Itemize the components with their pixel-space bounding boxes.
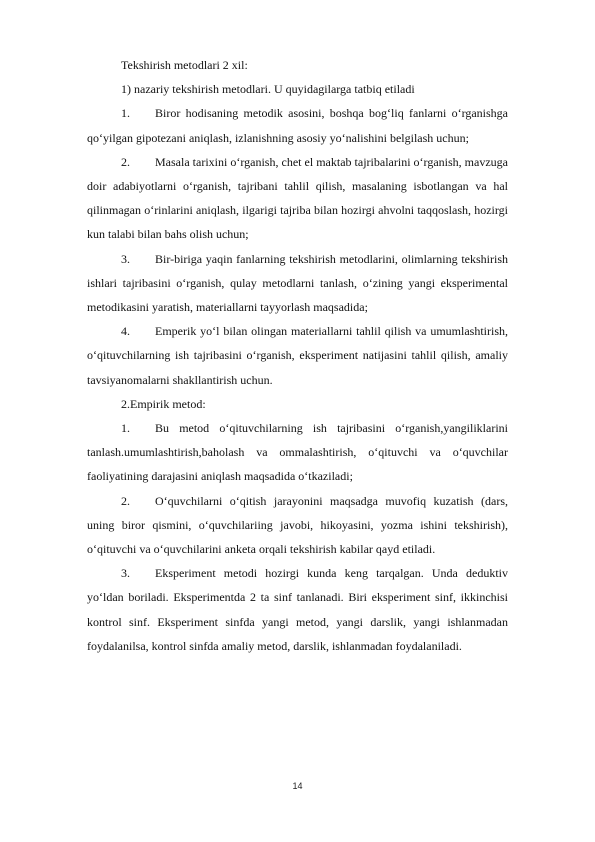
item-number: 3. [121,566,130,581]
section1-subheading: 1) nazariy tekshirish metodlari. U quyidagilarga tatbiq etiladi [121,82,415,97]
section2-item-1 [87,416,508,489]
item-number: 1. [121,106,130,121]
item-text: Eksperiment metodi hozirgi kunda keng tarqalgan. Unda deduktiv yo‘ldan boriladi. Eksperimentda 2 ta sinf tanlanadi. Biri eksperiment sinf, ikkinchisi kontrol sinf. Eksperiment sinfda yangi metod, yangi darslik, yangi ishlanmadan foydalanilsa, kontrol sinfda amaliy metod, darslik, ishlanmadan foydalaniladi. [87,566,508,653]
item-text: Bir-biriga yaqin fanlarning tekshirish metodlarini, olimlarning tekshirish ishlari tajribasini o‘rganish, qulay metodlarni tanlash, o‘zining yangi eksperimental metodikasini yaratish, materiallarni tayyorlash maqsadida; [87,251,508,315]
section2-item-2 [87,489,508,562]
section1-item-1 [87,101,508,149]
section1-item-2 [87,150,508,247]
item-text: Biror hodisaning metodik asosini, boshqa bog‘liq fanlarni o‘rganishga qo‘yilgan gipotezani aniqlash, izlanishning asosiy yo‘nalishini belgilash uchun; [87,106,508,145]
page-content [87,53,508,658]
section1-item-3 [87,247,508,320]
section2-item-3 [87,561,508,658]
item-number: 4. [121,324,130,339]
item-text: Masala tarixini o‘rganish, chet el maktab tajribalarini o‘rganish, mavzuga doir adabiyotlarni o‘rganish, tajribani tahlil qilish, masalaning isbotlangan va hal qilinmagan o‘rinlarini aniqlash, ilgarigi tajriba bilan hozirgi ahvolni taqqoslash, hozirgi kun talabi bilan bahs olish uchun; [87,154,508,242]
item-text: O‘quvchilarni o‘qitish jarayonini maqsadga muvofiq kuzatish (dars, uning biror qismini, o‘quvchilariing javobi, hikoyasini, yozma ishini tekshirish), o‘qituvchi va o‘quvchilarini anketa orqali tekshirish kabilar qayd etiladi. [87,493,508,557]
section2-heading: 2.Empirik metod: [121,396,206,411]
item-number: 1. [121,421,130,436]
page-number: 14 [292,781,303,791]
item-number: 2. [121,493,130,508]
section1-heading: Tekshirish metodlari 2 xil: [121,58,248,72]
item-text: Bu metod o‘qituvchilarning ish tajribasini o‘rganish,yangiliklarini tanlash.umumlashtirish,baholash va ommalashtirish, o‘qituvchi va o‘quvchilar faoliyatining darajasini aniqlash maqsadida o‘tkaziladi; [87,421,508,484]
item-text: Emperik yo‘l bilan olingan materiallarni tahlil qilish va umumlashtirish, o‘qituvchilarning ish tajribasini o‘rganish, eksperiment natijasini tahlil qilish, amaliy tavsiyanomalarni shakllantirish uchun. [87,324,508,387]
item-number: 3. [121,251,130,266]
section1-item-4 [87,319,508,392]
item-number: 2. [121,154,130,169]
